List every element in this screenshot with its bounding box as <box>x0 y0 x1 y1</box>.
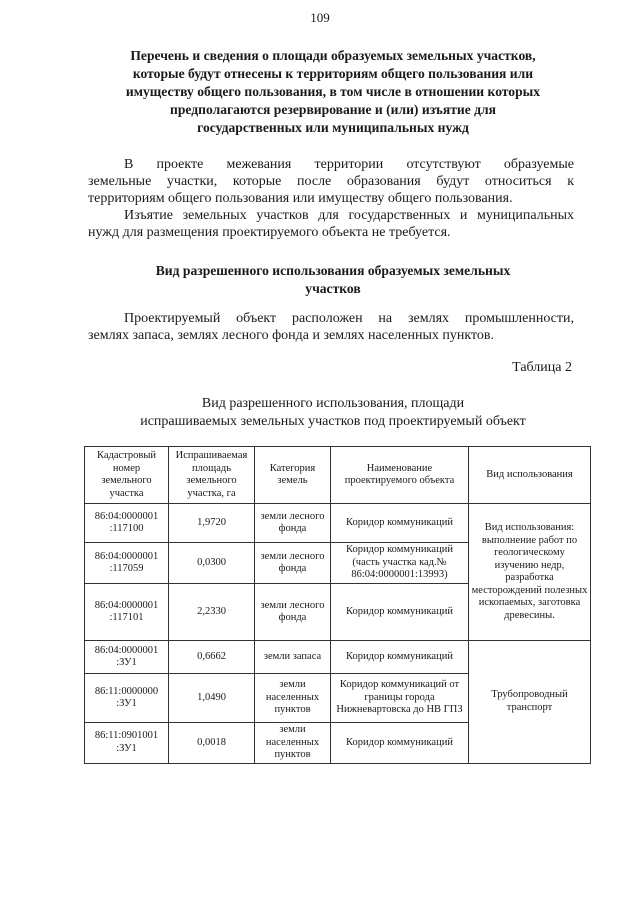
cell-cadastral: 86:04:0000001 :117101 <box>85 584 169 641</box>
heading-line: которые будут отнесены к территориям общего пользования или <box>132 66 534 81</box>
section-heading-public-use-plots <box>88 47 578 137</box>
header-category: Категория земель <box>255 447 331 504</box>
table-header-row <box>85 447 591 504</box>
cell-object: Коридор коммуникаций <box>331 723 469 764</box>
table-label: Таблица 2 <box>512 360 572 375</box>
cell-object: Коридор коммуникаций от границы города Нижневартовска до НВ ГПЗ <box>331 674 469 723</box>
paragraph-no-seizure <box>88 207 574 241</box>
cell-cadastral: 86:11:0901001 :ЗУ1 <box>85 723 169 764</box>
table-title-line: Вид разрешенного использования, площади <box>201 396 465 411</box>
paragraph-line: В проекте межевания территории отсутствуют образуемые <box>124 157 574 172</box>
cell-cadastral: 86:04:0000001 :ЗУ1 <box>85 641 169 674</box>
heading-line: имуществу общего пользования, в том числе в отношении которых <box>125 84 541 99</box>
land-plots-table <box>84 446 591 764</box>
use-text: Трубопроводный транспорт <box>491 689 568 713</box>
paragraph-line: земельные участки, которые после образования будут относиться к <box>88 174 574 189</box>
table-row <box>85 504 591 543</box>
header-cadastral: Кадастровый номер земельного участка <box>85 447 169 504</box>
cell-category: земли населенных пунктов <box>255 723 331 764</box>
header-area: Испрашиваемая площадь земельного участка, га <box>169 447 255 504</box>
cell-category: земли запаса <box>255 641 331 674</box>
heading-line: Вид разрешенного использования образуемых земельных <box>155 263 511 278</box>
page-number: 109 <box>310 10 330 25</box>
paragraph-object-location <box>88 310 574 344</box>
cell-cadastral: 86:04:0000001 :117100 <box>85 504 169 543</box>
header-object: Наименование проектируемого объекта <box>331 447 469 504</box>
cell-category: земли населенных пунктов <box>255 674 331 723</box>
use-text: Вид использования: выполнение работ по геологическому изучению недр, разработка месторождений полезных ископаемых, заготовка древесины. <box>471 522 588 621</box>
table-row <box>85 641 591 674</box>
paragraph-line: Изъятие земельных участков для государственных и муниципальных <box>124 208 574 223</box>
table-title-line: испрашиваемых земельных участков под проектируемый объект <box>140 414 526 429</box>
table-title <box>88 395 578 431</box>
heading-line: Перечень и сведения о площади образуемых земельных участков, <box>130 48 536 63</box>
cell-category: земли лесного фонда <box>255 504 331 543</box>
heading-line: участков <box>305 281 361 296</box>
cell-cadastral: 86:11:0000000 :ЗУ1 <box>85 674 169 723</box>
cell-area: 1,9720 <box>169 504 255 543</box>
heading-line: государственных или муниципальных нужд <box>197 120 469 135</box>
cell-object: Коридор коммуникаций <box>331 504 469 543</box>
paragraph-line: территориям общего пользования или имуществу общего пользования. <box>88 191 513 206</box>
cell-object: Коридор коммуникаций (часть участка кад.№ 86:04:0000001:13993) <box>331 543 469 584</box>
cell-object: Коридор коммуникаций <box>331 641 469 674</box>
cell-cadastral: 86:04:0000001 :117059 <box>85 543 169 584</box>
cell-object: Коридор коммуникаций <box>331 584 469 641</box>
cell-category: земли лесного фонда <box>255 543 331 584</box>
heading-line: предполагаются резервирование и (или) изъятие для <box>170 102 496 117</box>
cell-area: 0,0018 <box>169 723 255 764</box>
cell-area: 0,6662 <box>169 641 255 674</box>
cell-category: земли лесного фонда <box>255 584 331 641</box>
paragraph-no-public-plots <box>88 156 574 207</box>
cell-use-pipeline <box>469 641 591 764</box>
paragraph-line: нужд для размещения проектируемого объекта не требуется. <box>88 225 451 240</box>
cell-area: 2,2330 <box>169 584 255 641</box>
header-use: Вид использования <box>469 447 591 504</box>
section-heading-permitted-use <box>88 262 578 298</box>
paragraph-line: землях запаса, землях лесного фонда и землях населенных пунктов. <box>88 328 495 343</box>
paragraph-line: Проектируемый объект расположен на землях промышленности, <box>124 311 574 326</box>
cell-use-geology <box>469 504 591 641</box>
cell-area: 0,0300 <box>169 543 255 584</box>
cell-area: 1,0490 <box>169 674 255 723</box>
